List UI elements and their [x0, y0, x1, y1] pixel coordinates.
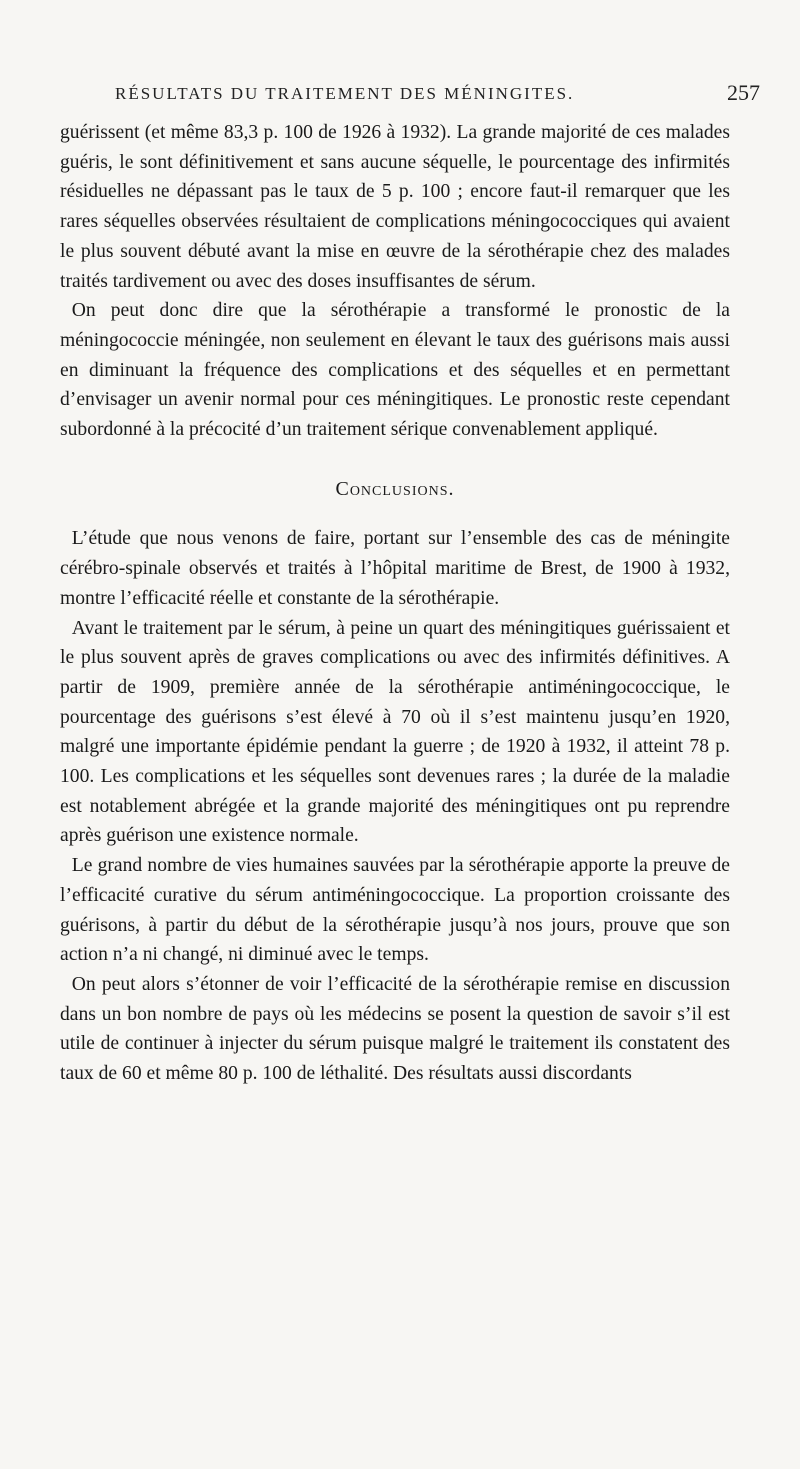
paragraph: Le grand nombre de vies humaines sauvées par la sérothérapie apporte la preuve de l’efficacité curative du sérum antiméningococcique. La proportion croissante des guérisons, à partir du début de la sérothérapie jusqu’à nos jours, prouve que son action n’a ni changé, ni diminué avec le temps. — [60, 855, 730, 966]
paragraph: Avant le traitement par le sérum, à peine un quart des méningitiques guérissaient et le plus souvent après de graves complications ou avec des infirmités définitives. A partir de 1909, première année de la sérothérapie antiméningococcique, le pourcentage des guérisons s’est élevé à 70 où il s’est maintenu jusqu’en 1920, malgré une importante épidémie pendant la guerre ; de 1920 à 1932, il atteint 78 p. 100. Les complications et les séquelles sont devenues rares ; la durée de la maladie est notablement abrégée et la grande majorité des méningitiques ont pu reprendre après guérison une existence normale. — [60, 617, 730, 847]
body-text — [60, 118, 730, 1089]
page-number: 257 — [727, 80, 760, 105]
paragraph: guérissent (et même 83,3 p. 100 de 1926 à 1932). La grande majorité de ces malades guéris, le sont définitivement et sans aucune séquelle, le pourcentage des infirmités résiduelles ne dépassant pas le taux de 5 p. 100 ; encore faut-il remarquer que les rares séquelles observées résultaient de complications méningococciques qui avaient le plus souvent débuté avant la mise en œuvre de la sérothérapie chez des malades traités tardivement ou avec des doses insuffisantes de sérum. — [60, 122, 730, 292]
paragraph: On peut alors s’étonner de voir l’efficacité de la sérothérapie remise en discussion dans un bon nombre de pays où les médecins se posent la question de savoir s’il est utile de continuer à injecter du sérum puisque malgré le traitement ils constatent des taux de 60 et même 80 p. 100 de léthalité. Des résultats aussi discordants — [60, 973, 730, 1085]
page-header — [0, 80, 800, 110]
section-title: Conclusions. — [335, 477, 455, 500]
running-head: RÉSULTATS DU TRAITEMENT DES MÉNINGITES. — [115, 84, 575, 103]
paragraph: On peut donc dire que la sérothérapie a transformé le pronostic de la méningococcie méningée, non seulement en élevant le taux des guérisons mais aussi en diminuant la fréquence des complications et des séquelles et en permettant d’envisager un avenir normal pour ces méningitiques. Le pronostic reste cependant subordonné à la précocité d’un traitement sérique convenablement appliqué. — [60, 300, 730, 441]
paragraph: L’étude que nous venons de faire, portant sur l’ensemble des cas de méningite cérébro-spinale observés et traités à l’hôpital maritime de Brest, de 1900 à 1932, montre l’efficacité réelle et constante de la sérothérapie. — [60, 528, 730, 609]
